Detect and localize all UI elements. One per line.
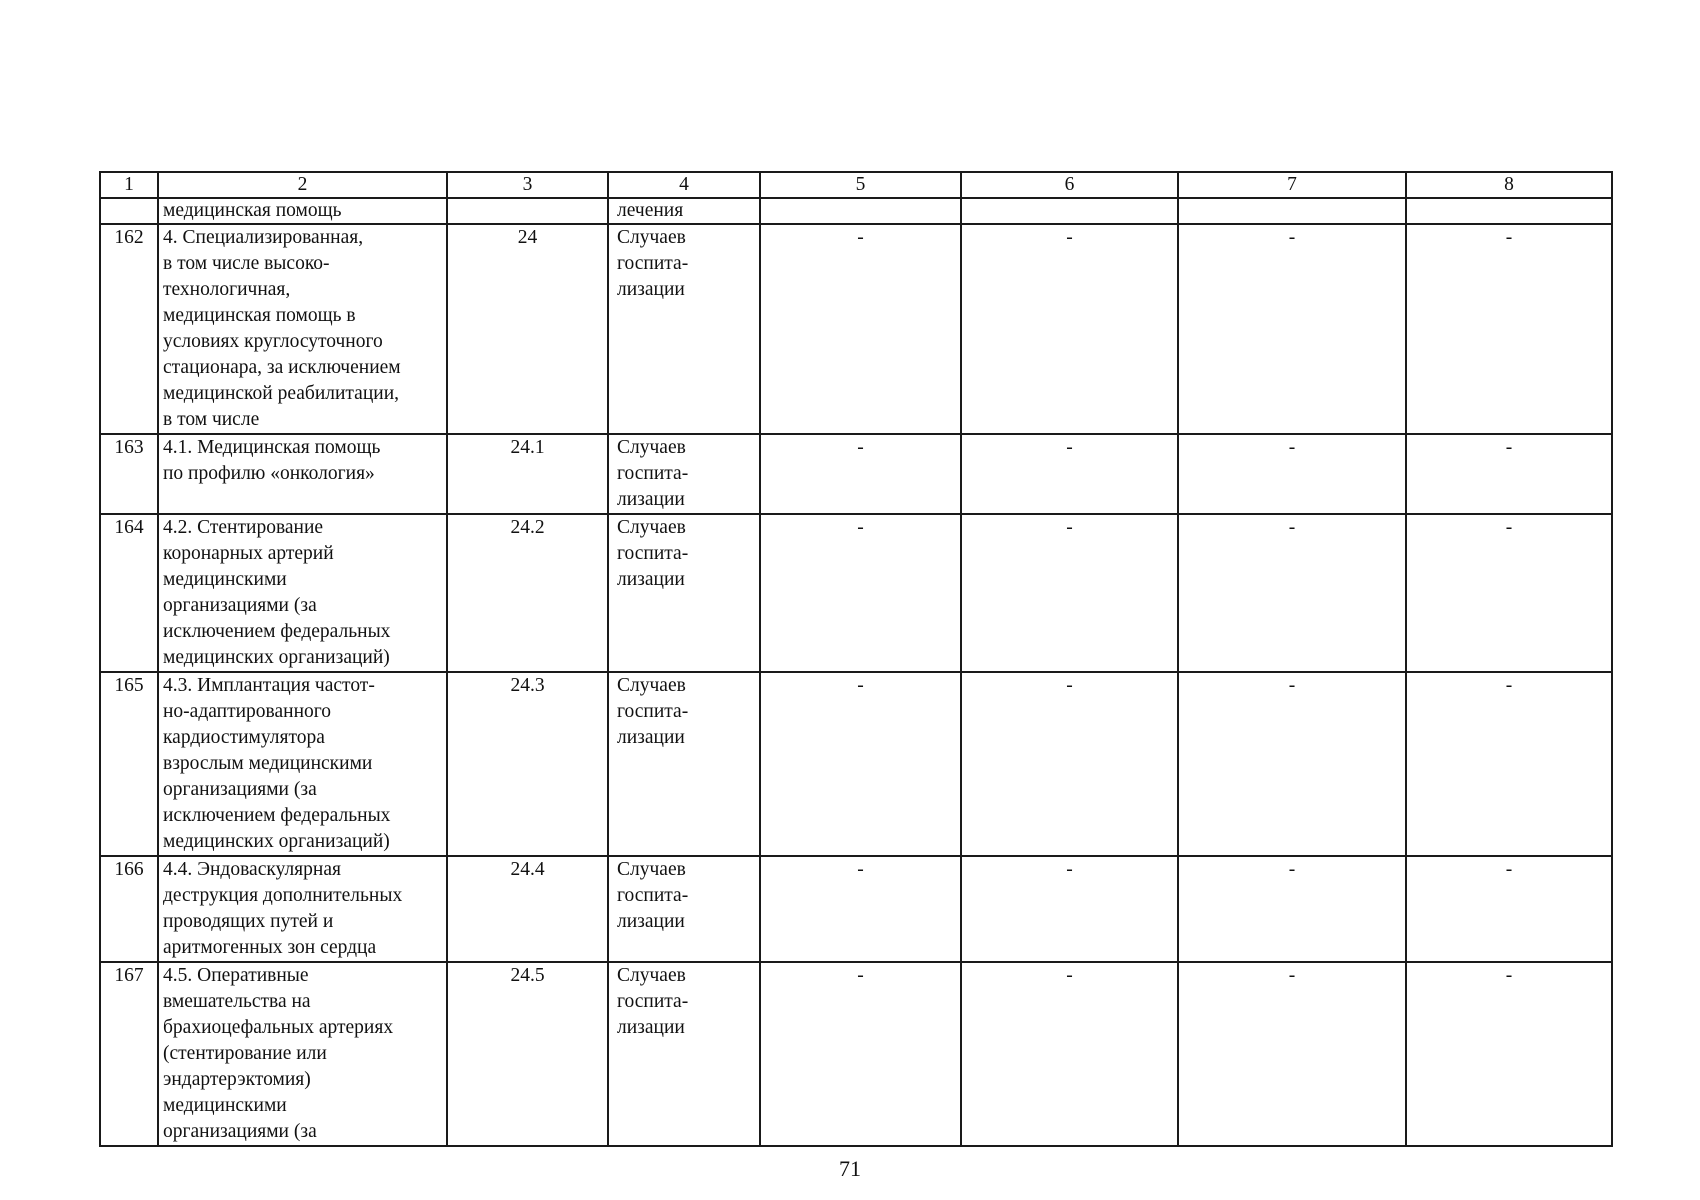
unit-cell: Случаев госпита- лизации bbox=[608, 962, 760, 1146]
table-row bbox=[100, 224, 1612, 434]
indicator-name-cell: 4.5. Оперативные вмешательства на брахиоцефальных артериях (стентирование или эндартерэктомия) медицинскими организациями (за bbox=[158, 962, 447, 1146]
row-number-cell: 166 bbox=[100, 856, 158, 962]
value-cell: - bbox=[961, 856, 1178, 962]
column-number: 5 bbox=[760, 172, 961, 198]
value-cell: - bbox=[961, 962, 1178, 1146]
page-number: 71 bbox=[839, 1156, 861, 1181]
table-row bbox=[100, 514, 1612, 672]
value-cell: - bbox=[1178, 856, 1406, 962]
row-number-cell: 162 bbox=[100, 224, 158, 434]
value-cell: - bbox=[1406, 514, 1612, 672]
unit-cell: Случаев госпита- лизации bbox=[608, 856, 760, 962]
value-cell: - bbox=[1178, 962, 1406, 1146]
unit-cell: Случаев госпита- лизации bbox=[608, 514, 760, 672]
value-cell: - bbox=[1406, 962, 1612, 1146]
column-number-row bbox=[100, 172, 1612, 198]
value-cell: - bbox=[1178, 514, 1406, 672]
column-number: 4 bbox=[608, 172, 760, 198]
value-cell: - bbox=[961, 224, 1178, 434]
table-row bbox=[100, 962, 1612, 1146]
row-code-cell: 24.5 bbox=[447, 962, 608, 1146]
value-cell: - bbox=[1178, 672, 1406, 856]
row-code-cell: 24.4 bbox=[447, 856, 608, 962]
value-cell: - bbox=[760, 672, 961, 856]
row-code-cell: 24 bbox=[447, 224, 608, 434]
unit-cell: Случаев госпита- лизации bbox=[608, 434, 760, 514]
unit-cell: лечения bbox=[608, 198, 760, 224]
row-code-cell: 24.1 bbox=[447, 434, 608, 514]
column-number: 3 bbox=[447, 172, 608, 198]
row-number-cell bbox=[100, 198, 158, 224]
unit-cell: Случаев госпита- лизации bbox=[608, 224, 760, 434]
value-cell: - bbox=[961, 672, 1178, 856]
value-cell: - bbox=[760, 856, 961, 962]
indicator-name-cell: 4.2. Стентирование коронарных артерий медицинскими организациями (за исключением федеральных медицинских организаций) bbox=[158, 514, 447, 672]
column-number: 8 bbox=[1406, 172, 1612, 198]
indicator-name-cell: медицинская помощь bbox=[158, 198, 447, 224]
table-row bbox=[100, 672, 1612, 856]
row-code-cell bbox=[447, 198, 608, 224]
value-cell: - bbox=[1178, 224, 1406, 434]
value-cell: - bbox=[760, 224, 961, 434]
value-cell: - bbox=[1406, 856, 1612, 962]
unit-cell: Случаев госпита- лизации bbox=[608, 672, 760, 856]
column-number: 2 bbox=[158, 172, 447, 198]
column-number: 1 bbox=[100, 172, 158, 198]
table-row bbox=[100, 434, 1612, 514]
value-cell: - bbox=[760, 434, 961, 514]
column-number: 6 bbox=[961, 172, 1178, 198]
value-cell: - bbox=[1406, 434, 1612, 514]
data-table bbox=[99, 171, 1613, 1147]
row-number-cell: 163 bbox=[100, 434, 158, 514]
value-cell bbox=[1178, 198, 1406, 224]
value-cell: - bbox=[1406, 224, 1612, 434]
indicator-name-cell: 4. Специализированная, в том числе высоко- технологичная, медицинская помощь в условиях круглосуточного стационара, за исключением медицинской реабилитации, в том числе bbox=[158, 224, 447, 434]
value-cell: - bbox=[961, 434, 1178, 514]
row-code-cell: 24.2 bbox=[447, 514, 608, 672]
value-cell: - bbox=[760, 962, 961, 1146]
value-cell: - bbox=[1178, 434, 1406, 514]
table-row bbox=[100, 856, 1612, 962]
row-number-cell: 164 bbox=[100, 514, 158, 672]
value-cell bbox=[760, 198, 961, 224]
indicator-name-cell: 4.4. Эндоваскулярная деструкция дополнительных проводящих путей и аритмогенных зон сердца bbox=[158, 856, 447, 962]
indicator-name-cell: 4.3. Имплантация частот- но-адаптированного кардиостимулятора взрослым медицинскими организациями (за исключением федеральных медицинских организаций) bbox=[158, 672, 447, 856]
value-cell: - bbox=[760, 514, 961, 672]
indicator-name-cell: 4.1. Медицинская помощь по профилю «онкология» bbox=[158, 434, 447, 514]
row-number-cell: 167 bbox=[100, 962, 158, 1146]
row-number-cell: 165 bbox=[100, 672, 158, 856]
value-cell bbox=[1406, 198, 1612, 224]
value-cell: - bbox=[961, 514, 1178, 672]
value-cell bbox=[961, 198, 1178, 224]
column-number: 7 bbox=[1178, 172, 1406, 198]
row-code-cell: 24.3 bbox=[447, 672, 608, 856]
value-cell: - bbox=[1406, 672, 1612, 856]
continuation-row bbox=[100, 198, 1612, 224]
